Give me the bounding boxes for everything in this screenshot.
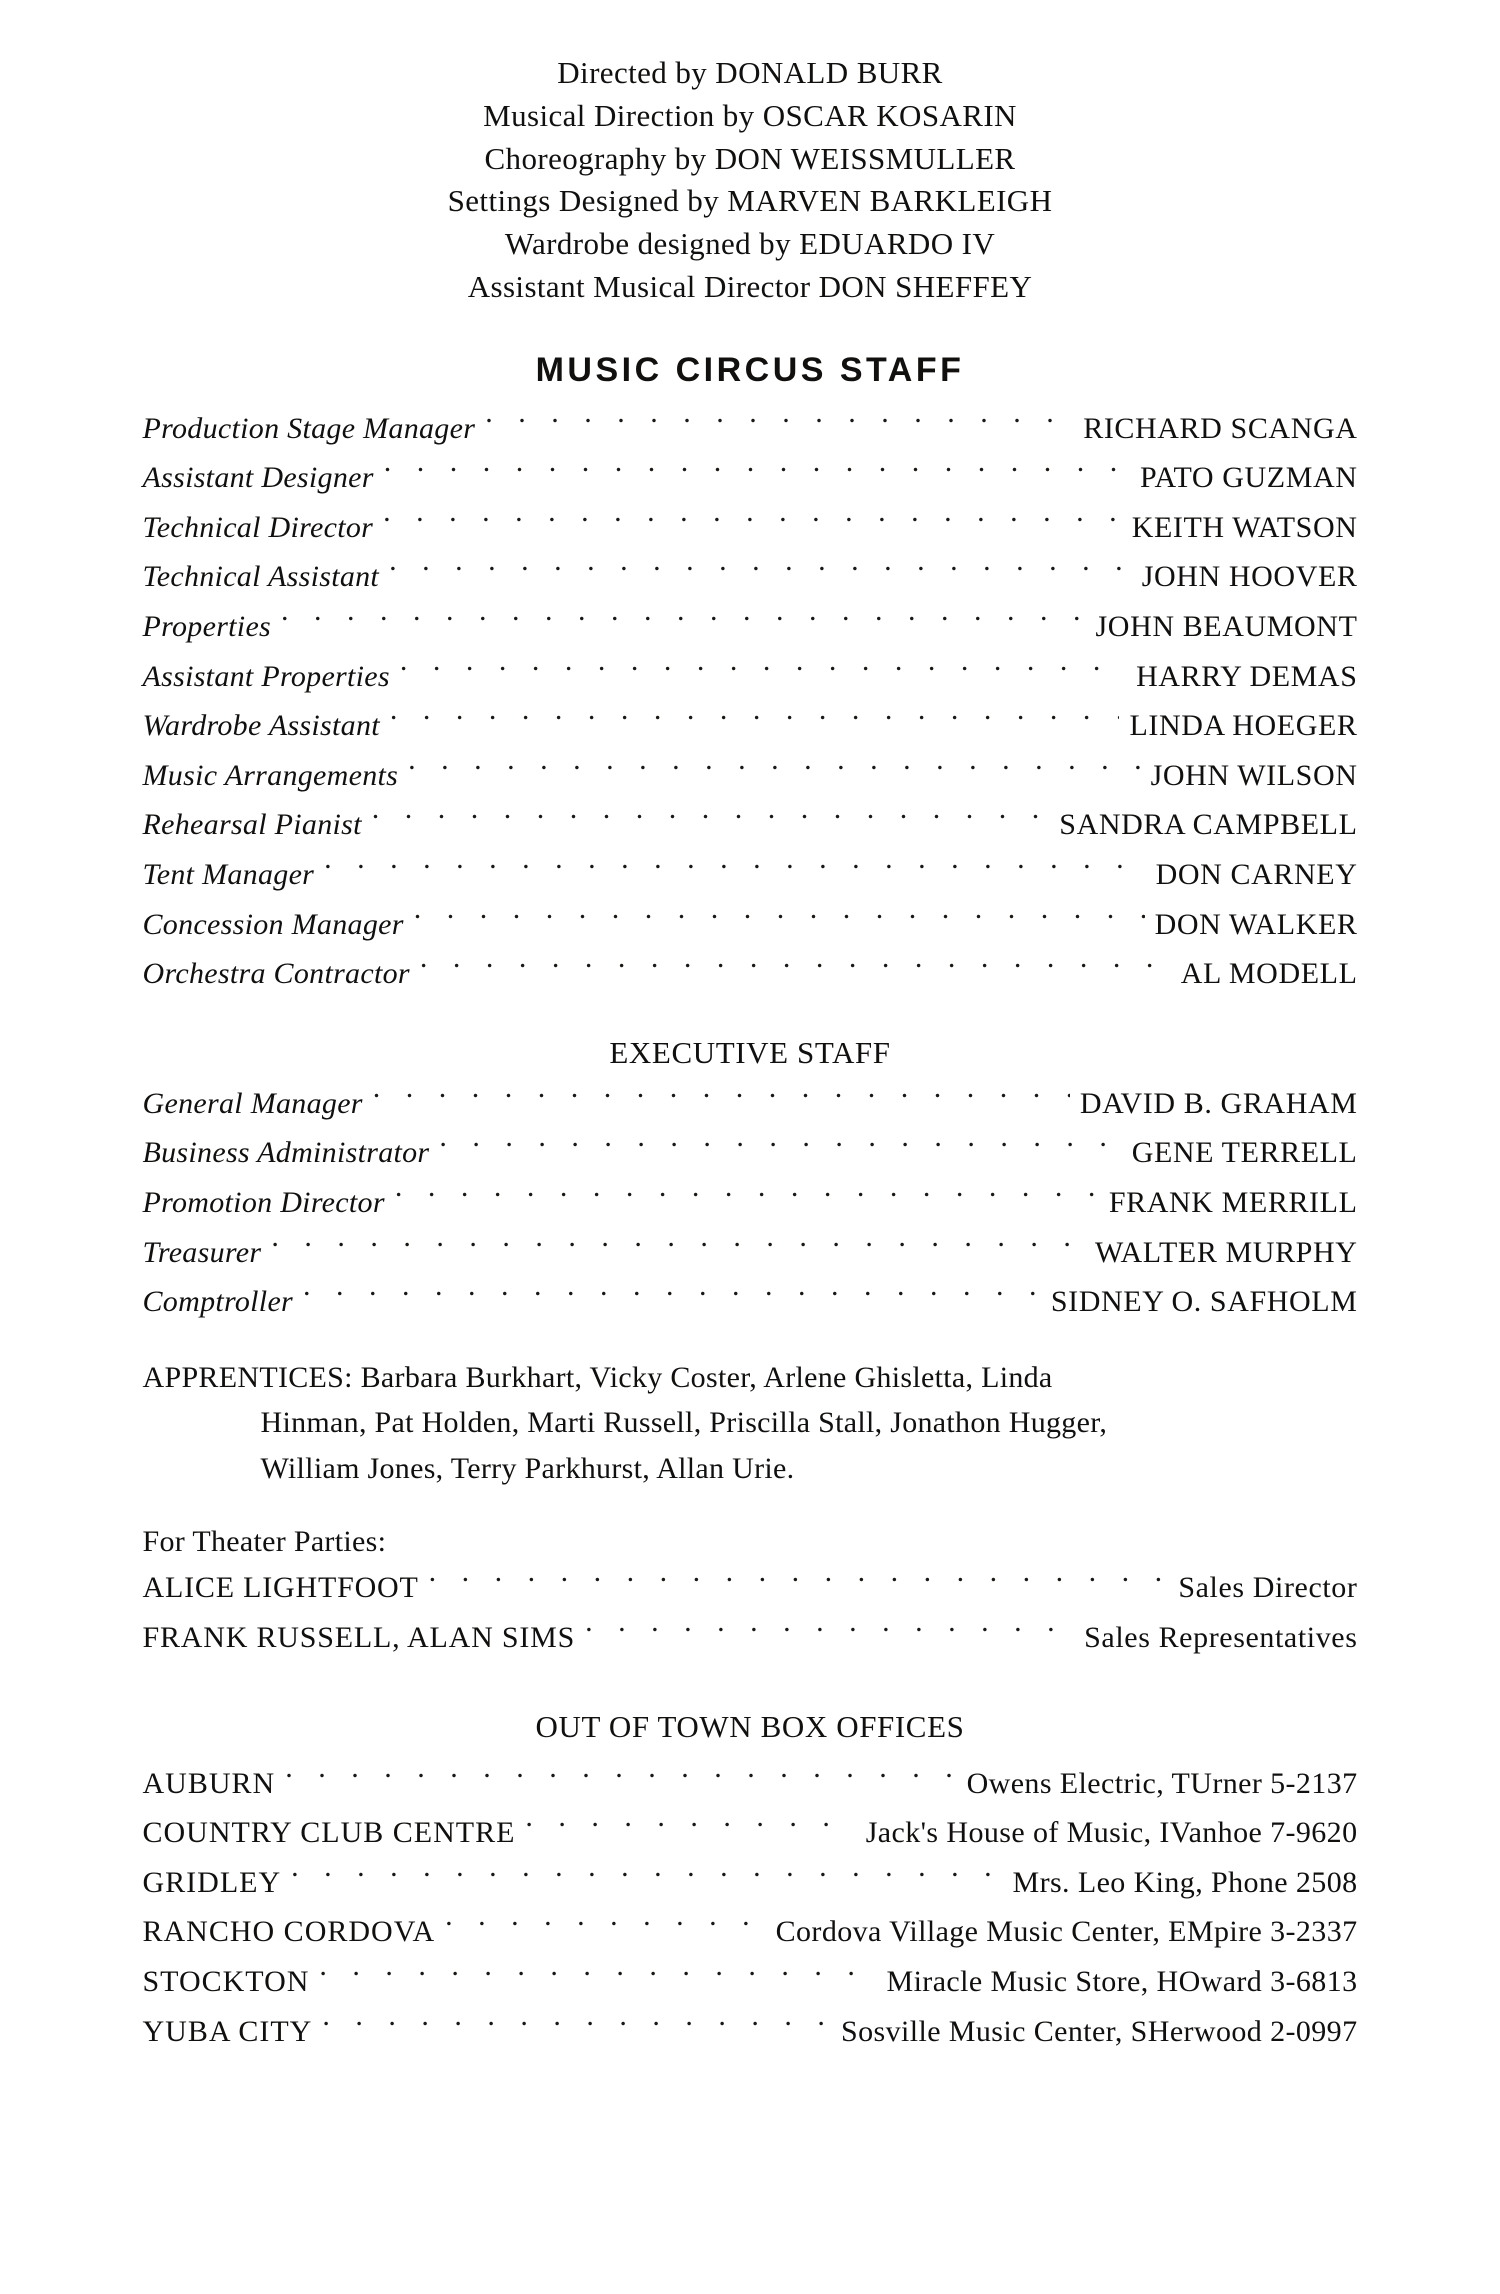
staff-role: Concession Manager [142, 907, 404, 941]
dot-leader [525, 1812, 855, 1842]
executive-name: SIDNEY O. SAFHOLM [1050, 1285, 1358, 1319]
credits-block [90, 52, 1410, 309]
executive-name: FRANK MERRILL [1108, 1185, 1358, 1219]
staff-role: Rehearsal Pianist [142, 808, 362, 842]
staff-row [143, 802, 1358, 848]
box-offices-list [143, 1761, 1358, 2055]
theater-parties-title: Sales Representatives [1084, 1621, 1358, 1655]
executive-list [143, 1081, 1358, 1325]
dot-leader [322, 2011, 831, 2041]
dot-leader [373, 1083, 1070, 1113]
dot-leader [383, 507, 1122, 537]
executive-role: Treasurer [142, 1235, 262, 1269]
staff-list [143, 406, 1358, 997]
apprentices-line-1: Barbara Burkhart, Vicky Coster, Arlene Ghisletta, Linda [360, 1360, 1053, 1394]
staff-row [143, 406, 1358, 452]
credit-line: Assistant Musical Director DON SHEFFEY [467, 268, 1033, 304]
credit-line: Directed by DONALD BURR [557, 55, 943, 90]
staff-name: KEITH WATSON [1131, 510, 1358, 544]
staff-role: Tent Manager [142, 857, 315, 891]
credit-line: Settings Designed by MARVEN BARKLEIGH [447, 183, 1053, 219]
executive-row [143, 1130, 1358, 1176]
dot-leader [372, 804, 1050, 834]
dot-leader [408, 755, 1140, 785]
credit-line: Wardrobe designed by EDUARDO IV [504, 226, 996, 262]
dot-leader [389, 556, 1132, 586]
staff-role: Assistant Designer [142, 461, 374, 495]
staff-role: Technical Assistant [142, 560, 380, 594]
apprentices-label: APPRENTICES: [142, 1360, 353, 1394]
box-office-row [143, 1810, 1358, 1856]
staff-name: LINDA HOEGER [1129, 709, 1358, 743]
box-office-contact: Cordova Village Music Center, EMpire 3-2337 [775, 1915, 1358, 1949]
dot-leader [281, 606, 1085, 636]
staff-name: JOHN BEAUMONT [1095, 609, 1358, 643]
executive-row [143, 1081, 1358, 1127]
credit-line: Musical Direction by OSCAR KOSARIN [483, 97, 1017, 133]
staff-name: JOHN HOOVER [1141, 560, 1358, 594]
staff-row [143, 604, 1358, 650]
staff-name: SANDRA CAMPBELL [1059, 808, 1358, 842]
staff-role: Assistant Properties [142, 659, 390, 693]
executive-name: DAVID B. GRAHAM [1079, 1086, 1358, 1120]
staff-name: PATO GUZMAN [1140, 461, 1358, 495]
box-office-city: YUBA CITY [142, 2014, 313, 2048]
box-office-city: COUNTRY CLUB CENTRE [142, 1816, 516, 1850]
executive-name: GENE TERRELL [1131, 1136, 1358, 1170]
theater-parties-person: FRANK RUSSELL, ALAN SIMS [142, 1621, 576, 1655]
staff-row [143, 951, 1358, 997]
dot-leader [395, 1182, 1099, 1212]
dot-leader [324, 854, 1145, 884]
box-office-contact: Sosville Music Center, SHerwood 2-0997 [841, 2014, 1358, 2048]
theater-parties-person: ALICE LIGHTFOOT [142, 1571, 419, 1605]
staff-row [143, 654, 1358, 700]
dot-leader [585, 1617, 1074, 1647]
box-office-contact: Miracle Music Store, HOward 3-6813 [886, 1965, 1358, 1999]
box-office-city: AUBURN [142, 1766, 276, 1800]
box-office-row [143, 1959, 1358, 2005]
theater-parties-row [143, 1615, 1358, 1661]
box-office-city: STOCKTON [142, 1965, 310, 1999]
executive-role: General Manager [142, 1086, 363, 1120]
staff-name: JOHN WILSON [1150, 758, 1358, 792]
box-office-row [143, 2009, 1358, 2055]
staff-row [143, 852, 1358, 898]
box-office-row [143, 1860, 1358, 1906]
box-office-contact: Owens Electric, TUrner 5-2137 [966, 1766, 1358, 1800]
staff-role: Technical Director [142, 510, 374, 544]
executive-row [143, 1279, 1358, 1325]
staff-role: Music Arrangements [142, 758, 399, 792]
dot-leader [285, 1763, 956, 1793]
staff-role: Production Stage Manager [142, 411, 476, 445]
dot-leader [319, 1961, 876, 1991]
staff-row [143, 753, 1358, 799]
dot-leader [400, 656, 1126, 686]
staff-name: DON WALKER [1154, 907, 1358, 941]
dot-leader [390, 705, 1120, 735]
theater-parties-list [143, 1565, 1358, 1660]
executive-name: WALTER MURPHY [1094, 1235, 1358, 1269]
staff-name: HARRY DEMAS [1136, 659, 1358, 693]
staff-role: Orchestra Contractor [142, 957, 410, 991]
apprentices-line-2: Hinman, Pat Holden, Marti Russell, Priscilla Stall, Jonathon Hugger, [260, 1406, 1108, 1440]
dot-leader [414, 904, 1145, 934]
dot-leader [271, 1232, 1085, 1262]
dot-leader [420, 953, 1171, 983]
staff-role: Wardrobe Assistant [142, 709, 380, 743]
box-office-row [143, 1909, 1358, 1955]
dot-leader [429, 1567, 1169, 1597]
box-office-contact: Mrs. Leo King, Phone 2508 [1012, 1865, 1358, 1899]
staff-name: AL MODELL [1180, 957, 1358, 991]
executive-role: Comptroller [142, 1285, 294, 1319]
theater-parties-row [143, 1565, 1358, 1611]
staff-row [143, 554, 1358, 600]
executive-role: Promotion Director [142, 1185, 385, 1219]
theater-parties-label: For Theater Parties: [142, 1525, 387, 1559]
music-circus-staff-heading: MUSIC CIRCUS STAFF [535, 350, 965, 389]
staff-name: RICHARD SCANGA [1083, 411, 1358, 445]
apprentices-paragraph [143, 1355, 1358, 1492]
apprentices-line-3: William Jones, Terry Parkhurst, Allan Urie. [260, 1451, 795, 1485]
executive-row [143, 1230, 1358, 1276]
dot-leader [384, 457, 1130, 487]
staff-row [143, 902, 1358, 948]
executive-staff-heading: EXECUTIVE STAFF [609, 1034, 891, 1070]
box-office-city: GRIDLEY [142, 1865, 282, 1899]
dot-leader [445, 1911, 765, 1941]
executive-row [143, 1180, 1358, 1226]
staff-role: Properties [142, 609, 272, 643]
executive-role: Business Administrator [142, 1136, 430, 1170]
dot-leader [439, 1132, 1121, 1162]
staff-row [143, 703, 1358, 749]
dot-leader [485, 408, 1073, 438]
staff-row [143, 455, 1358, 501]
theater-parties-title: Sales Director [1178, 1571, 1358, 1605]
dot-leader [291, 1862, 1002, 1892]
box-office-row [143, 1761, 1358, 1807]
credit-line: Choreography by DON WEISSMULLER [484, 140, 1016, 176]
box-office-contact: Jack's House of Music, IVanhoe 7-9620 [865, 1816, 1358, 1850]
dot-leader [303, 1281, 1041, 1311]
box-office-city: RANCHO CORDOVA [142, 1915, 436, 1949]
staff-row [143, 505, 1358, 551]
box-offices-heading: OUT OF TOWN BOX OFFICES [535, 1708, 965, 1744]
staff-name: DON CARNEY [1155, 857, 1358, 891]
